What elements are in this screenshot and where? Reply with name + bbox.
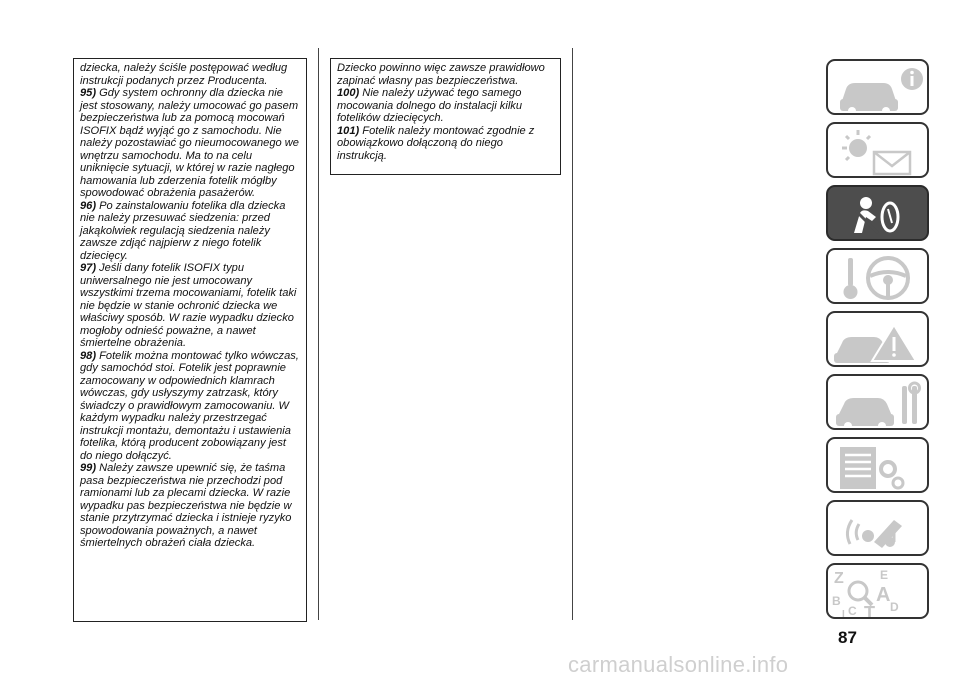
note-number: 98) (80, 349, 97, 362)
emergency-warning-icon (828, 313, 929, 367)
tab-multimedia[interactable] (826, 500, 929, 556)
column-divider (318, 48, 319, 620)
steering-key-icon (828, 250, 929, 304)
column-divider (572, 48, 573, 620)
note-number: 97) (80, 262, 97, 274)
index-letter: T (864, 603, 875, 621)
index-letter: D (890, 600, 899, 614)
paragraph (80, 62, 300, 87)
footer-watermark: carmanualsonline.info (568, 652, 789, 677)
index-letter: B (832, 594, 841, 608)
technical-data-icon (828, 439, 929, 493)
paragraph-text: Gdy system ochronny dla dziecka nie jest stosowany, należy umocować go pasem bezpieczeństwa lub za pomocą mocowań ISOFIX bądź wyjąć go z samochodu. Nie należy pozostawiać go nieumocowanego we wnętrzu samochodu. Ma to na celu uniknięcie sytuacji, w której w razie nagłego hamowania lub zderzenia fotelik mógłby spowodować obrażenia pasażerów. (80, 87, 299, 199)
paragraph (80, 262, 300, 350)
paragraph-text: Należy zawsze upewnić się, że taśma pasa bezpieczeństwa nie przechodzi pod ramionami lub za plecami dziecka. W razie wypadku pas bezpieczeństwa nie będzie w stanie przytrzymać dziecka i istnieje ryzyko spowodowania poważnych, a nawet śmiertelnych obrażeń ciała dziecka. (80, 462, 292, 549)
text-column-left (73, 58, 307, 622)
note-number: 95) (80, 87, 97, 99)
tab-emergency[interactable] (826, 311, 929, 367)
paragraph (337, 87, 554, 125)
safety-airbag-icon (828, 187, 929, 241)
text-column-right (330, 58, 561, 175)
paragraph-text: Jeśli dany fotelik ISOFIX typu uniwersalnego nie jest umocowany wszystkimi trzema mocowaniami, fotelik taki nie będzie w stanie ochronić dziecka we właściwy sposób. W razie wypadku dziecko mogłoby odnieść poważne, a nawet śmiertelne obrażenia. (80, 262, 297, 349)
multimedia-icon (828, 502, 929, 556)
tab-dashboard[interactable] (826, 122, 929, 178)
note-number: 96) (80, 199, 97, 212)
note-number: 101) (337, 124, 360, 137)
paragraph (337, 125, 554, 163)
paragraph-text: Fotelik można montować tylko wówczas, gdy samochód stoi. Fotelik jest poprawnie zamocowany w odpowiednich klamrach wówczas, gdy usłyszymy zatrzask, który świadczy o prawidłowym zamocowaniu. W każdym wypadku należy przestrzegać instrukcji montażu, demontażu i ustawienia fotelika, którą producent zobowiązany jest do niego dołączyć. (80, 349, 299, 462)
index-letter: C (848, 604, 857, 618)
paragraph (80, 200, 300, 263)
page-number: 87 (838, 628, 857, 647)
index-letter: A (876, 584, 891, 606)
note-number: 100) (337, 87, 360, 99)
paragraph-text: Fotelik należy montować zgodnie z obowiązkowo dołączoną do niego instrukcją. (337, 124, 535, 162)
index-letter: Z (834, 570, 844, 587)
index-letter: I (842, 609, 845, 620)
paragraph (80, 462, 300, 550)
car-info-icon (828, 61, 929, 115)
tab-index[interactable] (826, 563, 929, 619)
tab-safety[interactable] (826, 185, 929, 241)
paragraph (337, 62, 554, 87)
maintenance-tools-icon (828, 376, 929, 430)
tab-maintenance[interactable] (826, 374, 929, 430)
tab-car-info[interactable] (826, 59, 929, 115)
dashboard-lights-icon (828, 124, 929, 178)
paragraph (80, 350, 300, 463)
index-letters-icon (828, 565, 929, 619)
index-letter: E (880, 568, 889, 582)
paragraph-text: dziecka, należy ściśle postępować według instrukcji podanych przez Producenta. (80, 62, 288, 87)
note-number: 99) (80, 462, 97, 474)
paragraph-text: Po zainstalowaniu fotelika dla dziecka nie należy przesuwać siedzenia: przed jakąkolwiek regulacją siedzenia należy zawsze zdjąć najpierw z niego fotelik dziecięcy. (80, 199, 286, 262)
paragraph (80, 87, 300, 200)
tab-starting-driving[interactable] (826, 248, 929, 304)
tab-technical-data[interactable] (826, 437, 929, 493)
paragraph-text: Dziecko powinno więc zawsze prawidłowo zapinać własny pas bezpieczeństwa. (337, 62, 545, 87)
paragraph-text: Nie należy używać tego samego mocowania dolnego do instalacji kilku fotelików dziecięcych. (337, 87, 523, 124)
